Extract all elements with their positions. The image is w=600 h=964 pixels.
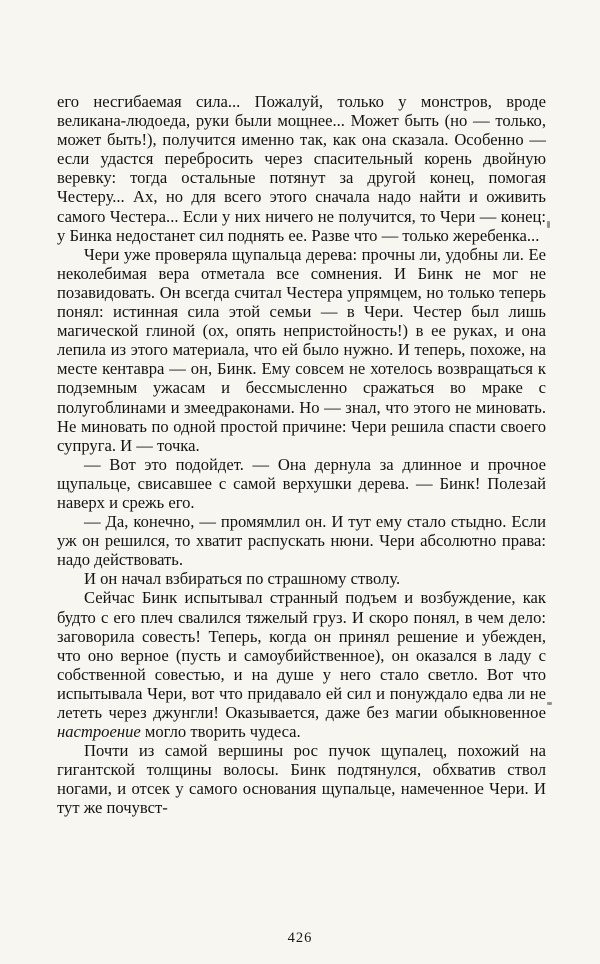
paragraph: Чери уже проверяла щупальца дерева: прочны ли, удобны ли. Ее неколебимая вера отметала все сомнения. И Бинк не мог не позавидовать. Он всегда считал Честера упрямцем, но только теперь понял: истинная сила этой семьи — в Чери. Честер был лишь магической глиной (ох, опять непристойность!) в ее руках, и она лепила из этого материала, что ей было нужно. И теперь, похоже, на месте кентавра — он, Бинк. Ему совсем не хотелось возвращаться к подземным ужасам и бессмысленно сражаться во мраке с полугоблинами и змеедраконами. Но — знал, что этого не миновать. Не миновать по одной простой причине: Чери решила спасти своего супруга. И — точка. xyxy=(57,244,546,455)
paragraph-dialogue: — Да, конечно, — промямлил он. И тут ему стало стыдно. Если уж он решился, то хватит распускать нюни. Чери абсолютно права: надо действовать. xyxy=(57,512,546,570)
paragraph-dialogue: — Вот это подойдет. — Она дернула за длинное и прочное щупальце, свисавшее с самой верхушки дерева. — Бинк! Полезай наверх и срежь его. xyxy=(57,454,546,512)
page-text-block xyxy=(57,92,546,818)
paragraph-with-emphasis xyxy=(57,588,546,741)
scan-artifact xyxy=(547,221,550,228)
page-number: 426 xyxy=(287,929,313,946)
paragraph-text: могло творить чудеса. xyxy=(140,722,301,742)
paragraph: И он начал взбираться по страшному стволу. xyxy=(84,569,401,589)
emphasized-word: настроение xyxy=(57,722,141,742)
paragraph-hyphen-break: Почти из самой вершины рос пучок щупалец, похожий на гигантской толщины волосы. Бинк подтянулся, обхватив ствол ногами, и отсек у самого основания щупальце, намеченное Чери. И тут же почувст- xyxy=(57,741,546,818)
paragraph-continuation: его несгибаемая сила... Пожалуй, только у монстров, вроде великана-людоеда, руки были мощнее... Может быть (но — только, может быть!), получится именно так, как она сказала. Особенно — если удастся перебросить через спасительный корень двойную веревку: тогда остальные потянут за другой конец, помогая Честеру... Ах, но для всего этого сначала надо найти и оживить самого Честера... Если у них ничего не получится, то Чери — конец: у Бинка недостанет сил поднять ее. Разве что — только жеребенка... xyxy=(57,92,546,245)
paragraph-text: Сейчас Бинк испытывал странный подъем и возбуждение, как будто с его плеч свалился тяжелый груз. И скоро понял, в чем дело: заговорила совесть! Теперь, когда он принял решение и убежден, что оно верное (пусть и самоубийственное), он оказался в ладу с собственной совестью, и на душе у него стало светло. Вот что испытывала Чери, вот что придавало ей сил и понуждало едва ли не лететь через джунгли! Оказывается, даже без магии обыкновенное xyxy=(57,588,546,722)
scan-artifact xyxy=(547,702,552,705)
